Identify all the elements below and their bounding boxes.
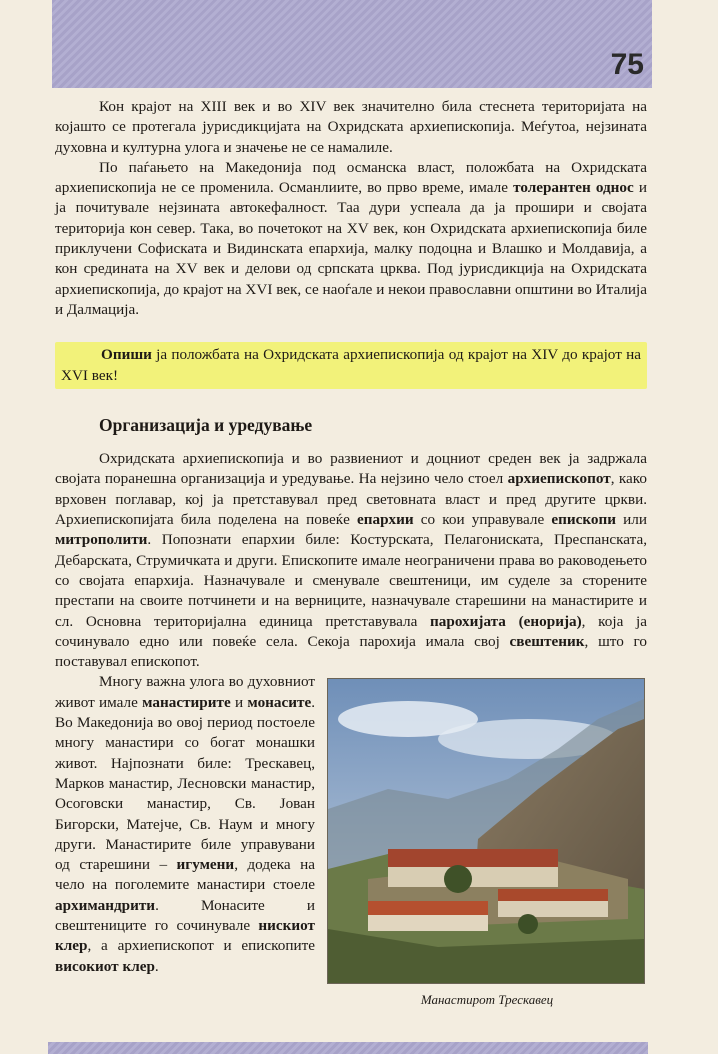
bold-term: манастирите: [142, 693, 231, 711]
header-band: [52, 0, 652, 88]
paragraph-1: Кон крајот на XIII век и во XIV век значително била стеснета територијата на којашто се протегала јурисдикцијата на Охридската архиепископија. Меѓутоа, нејзината духовна и културна улога и значење не се намалиле.: [55, 98, 647, 156]
text-run: со кои управувале: [413, 511, 552, 529]
bold-term: монасите: [247, 693, 312, 711]
page-content: [55, 97, 647, 1011]
text-run: .: [154, 957, 159, 975]
float-area: [55, 672, 647, 1008]
monastery-photo: [327, 678, 645, 984]
photo-caption: Манастирот Трескавец: [420, 992, 554, 1008]
text-run: , која ја сочинувало едно или повеќе села. Секоја парохија имала свој: [55, 612, 647, 650]
task-verb: Опиши: [101, 346, 152, 364]
bold-term: парохијата (енорија): [430, 612, 582, 630]
bold-term: нискиот клер: [55, 916, 315, 955]
bold-term: епархии: [357, 511, 414, 529]
bold-term: архиепископот: [507, 470, 611, 488]
bold-term: толерантен однос: [513, 179, 634, 197]
text-run: или: [616, 511, 647, 529]
paragraph-2: По паѓањето на Македонија под османска власт, положбата на Охридската архиепископија не се променила. Османлиите, во прво време, имале толерантен однос и ја почитувале нејзината автокефалност. Таа дури успеала да ја прошири и својата територија кон север. Така, во почетокот на XV век, кон Охридската архиепископија биле приклучени Софиската и Видинската епархија, малку подоцна и Влашко и Молдавија, а кон средината на XV век и делови од српската црква. Под јурисдикција на Охридската архиепископија, до крајот на XVI век, се наоѓале и некои православни општини во Италија и Далмација.: [55, 158, 647, 318]
section-title: Организација и уредување: [99, 414, 313, 435]
bold-term: митрополити: [55, 531, 148, 549]
text-run: , како врховен поглавар, кој ја претставувал пред световната власт и пред другите цркви. Архиепископијата била поделена на повеќе: [55, 470, 647, 529]
page-number: 75: [610, 48, 644, 81]
text-run: . Монасите и свештениците го сочинувале: [55, 896, 315, 934]
task-highlight-box: [55, 342, 647, 389]
footer-band: [48, 1042, 648, 1054]
photo-figure: [327, 678, 647, 1010]
text-run: . Во Македонија во овој период постоеле многу манастири со богат монашки живот. Најпознати биле: Трескавец, Марков манастир, Лесновски манастир, Осоговски манастир, Св. Јован Бигорски, Матејче, Св. Наум и многу други. Манастирите биле управувани од старешини –: [55, 693, 315, 874]
text-run: , додека на чело на поголемите манастири стоеле: [55, 856, 315, 894]
text-run: , што го поставувал епископот.: [55, 632, 647, 671]
bold-term: епископи: [551, 511, 616, 529]
bold-term: игумени: [176, 856, 235, 874]
bold-term: високиот клер: [55, 957, 155, 975]
text-run: и: [230, 693, 248, 711]
bold-term: свештеник: [509, 632, 585, 650]
text-run: , а архиепископот и епископите: [87, 937, 315, 955]
text-run: Охридската архиепископија и во развиениот и доцниот среден век ја задржала својата поранешна организација и уредување. На нејзино чело стоел: [55, 450, 647, 488]
task-text: Опиши ја положбата на Охридската архиепископија од крајот на XIV до крајот на XVI век!: [61, 346, 641, 384]
bold-term: архимандрити: [55, 896, 156, 914]
text-run: . Попознати епархии биле: Костурската, Пелагониската, Преспанската, Дебарската, Струмичката и други. Епископите имале неограничени права во раководењето со својата епархија. Назначувале и сменувале свештеници, им суделе за сторените престапи на своите потчинети и на верниците, назначувале старешини на манастирите и сл. Основна територијална единица претставувала: [55, 531, 647, 630]
paragraph-3: [55, 449, 647, 672]
text-run: Многу важна улога во духовниот живот имале: [55, 673, 315, 711]
